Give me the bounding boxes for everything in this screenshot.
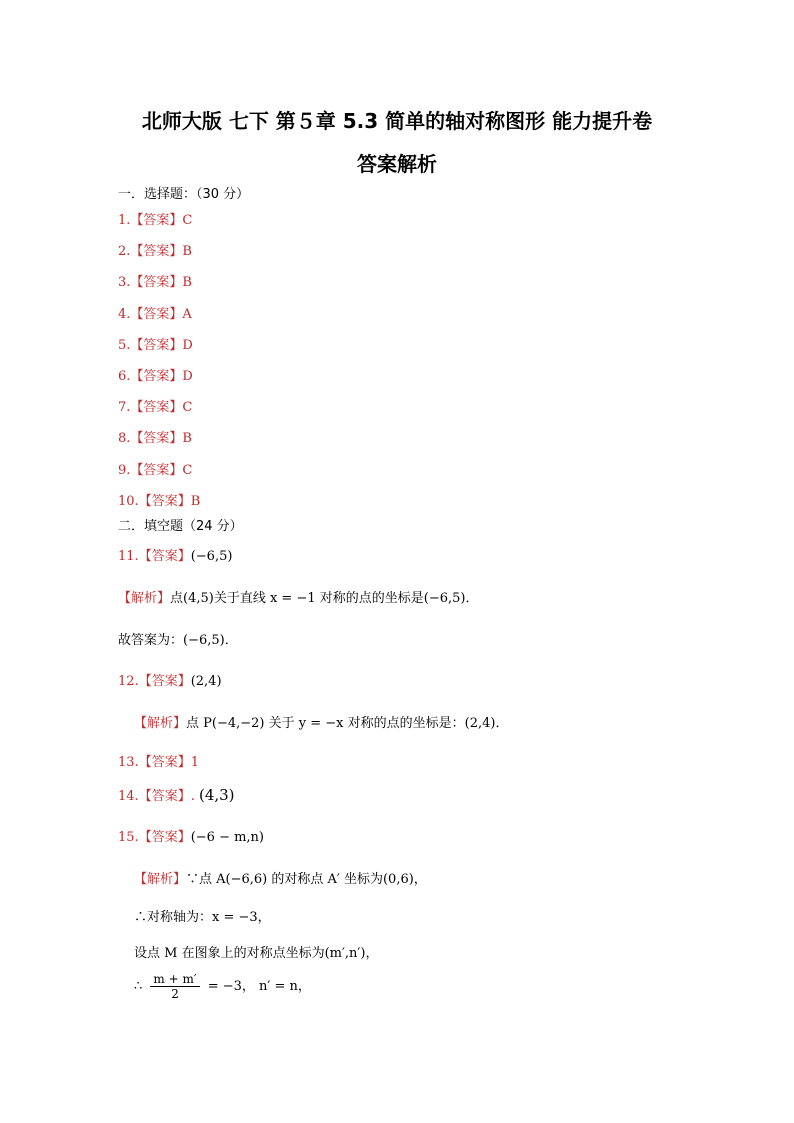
question-number: 7. [118,400,131,416]
choice-answer-row [118,303,192,322]
therefore-symbol: ∴ [134,979,143,994]
question-number: 4. [118,306,131,322]
answer-value: B [182,244,192,260]
choice-answer-row [118,334,193,353]
question-number: 14. [118,789,139,804]
choice-answer-row [118,459,192,478]
analysis-tag: 【解析】 [134,716,187,731]
answer-value: B [190,493,201,509]
question-number: 12. [118,674,139,689]
answer-value: (−6,5) [190,549,233,564]
choice-answer-row [118,365,193,384]
analysis-text: 点 P(−4,−2) 关于 y = −x 对称的点的坐标是：(2,4)． [186,716,509,731]
answer-tag: 【答案】 [130,431,183,447]
answer-tag: 【答案】 [138,674,191,689]
answer-value: A [182,306,192,322]
answer-tag: 【答案】 [130,306,183,322]
answer-tag: 【答案】 [130,337,183,353]
answer-tag: 【答案】 [130,400,183,416]
analysis-line-15 [134,868,427,887]
answer-value: B [182,431,192,447]
answer-tag: 【答案】 [130,213,183,228]
question-number: 8. [118,431,131,447]
question-number: 9. [118,462,131,478]
answer-tag: 【答案】 [130,275,183,291]
answer-line-13 [118,751,199,770]
question-number: 2. [118,244,131,260]
step-line-3 [134,972,311,1001]
question-number: 15. [118,830,139,845]
answer-tag: 【答案】 [130,369,183,384]
fraction-numerator: m + m′ [150,972,199,987]
section-heading-choice: 一．选择题：（30 分） [118,187,250,202]
question-number: 5. [118,337,131,353]
answer-value: (2,4) [190,674,222,689]
answer-tag: 【答案】. [138,789,195,804]
answer-value: C [182,213,193,228]
analysis-text: ∵点 A(−6,6) 的对称点 A′ 坐标为(0,6)， [186,872,427,887]
choice-answer-row [118,240,192,259]
answer-line-15 [118,826,264,845]
analysis-tag: 【解析】 [118,591,171,606]
answer-line-11 [118,545,232,564]
conclusion-line-11: 故答案为：(−6,5)． [118,633,238,648]
answer-value: D [182,369,193,384]
answer-line-14 [118,785,235,804]
answer-value: C [182,462,193,478]
answer-tag: 【答案】 [130,462,183,478]
question-number: 11. [118,549,139,564]
answer-value: 1 [190,755,199,770]
analysis-text: 点(4,5)关于直线 x = −1 对称的点的坐标是(−6,5)． [170,591,479,606]
answer-value: D [182,337,193,353]
step-line-1: ∴对称轴为：x = −3， [134,910,271,925]
question-number: 1. [118,213,131,228]
analysis-tag: 【解析】 [134,872,187,887]
answer-value: (4,3) [198,786,235,804]
choice-answer-row [118,490,200,509]
answer-tag: 【答案】 [138,755,191,770]
answer-tag: 【答案】 [130,244,183,260]
answer-tag: 【答案】 [138,493,191,509]
choice-answer-row [118,396,192,415]
answer-tag: 【答案】 [138,549,191,564]
page-title: 北师大版 七下 第５章 5.3 简单的轴对称图形 能力提升卷 [141,109,653,133]
choice-answer-row [118,427,192,446]
answer-value: (−6 − m,n) [190,830,264,845]
answer-tag: 【答案】 [138,830,191,845]
answer-value: C [182,400,193,416]
fraction-denominator: 2 [171,987,179,1001]
answer-value: B [182,275,192,291]
choice-answer-row [118,271,192,290]
fraction [150,972,199,1001]
section-heading-fill: 二．填空题（24 分） [118,519,243,534]
answer-line-12 [118,670,222,689]
step-line-2: 设点 M 在图象上的对称点坐标为(m′,n′)， [134,946,379,961]
analysis-line-11 [118,587,478,606]
equation-rest: = −3， n′ = n， [207,979,311,994]
choice-answer-row [118,209,192,228]
page-subtitle: 答案解析 [357,152,437,176]
question-number: 3. [118,275,131,291]
question-number: 6. [118,369,131,384]
analysis-line-12 [134,712,508,731]
question-number: 10. [118,493,139,509]
question-number: 13. [118,755,139,770]
